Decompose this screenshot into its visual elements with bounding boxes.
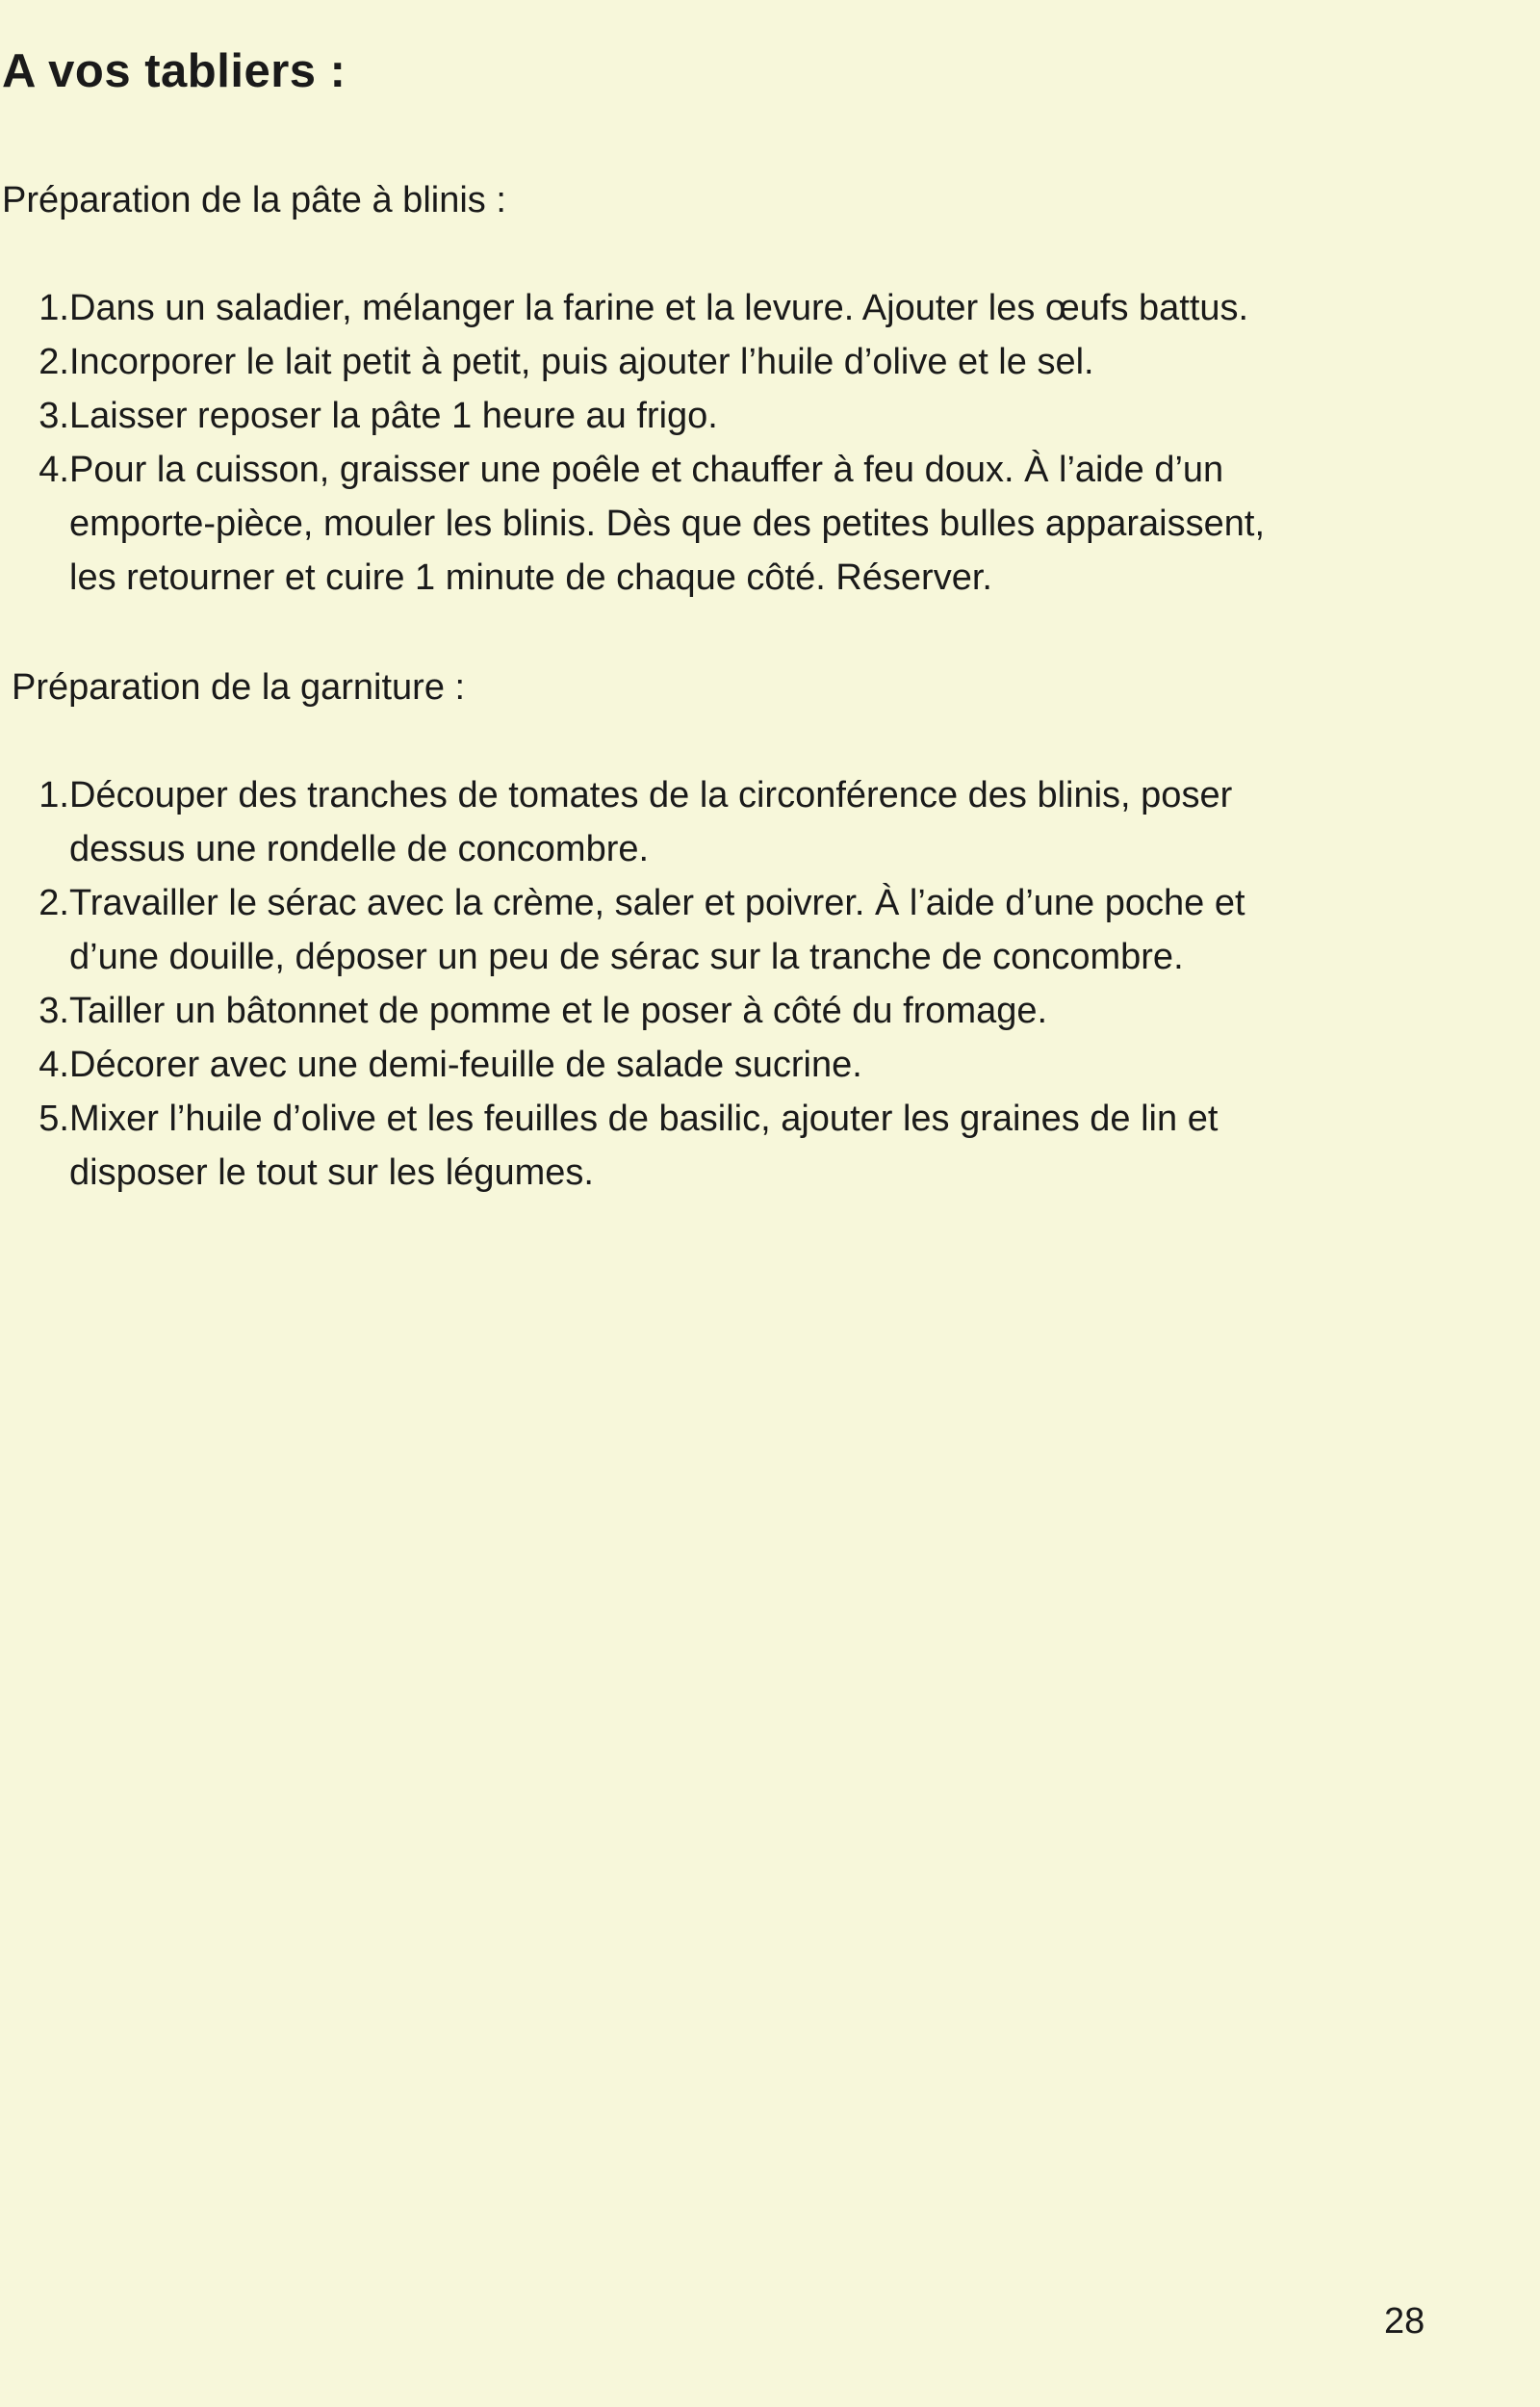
page-number: 28 (1384, 2301, 1425, 2342)
step-text: Mixer l’huile d’olive et les feuilles de basilic, ajouter les graines de lin et disposer le tout sur les légumes. (69, 1099, 1219, 1193)
step-number: 1. (38, 775, 69, 815)
list-item (0, 335, 1540, 389)
list-item (0, 1092, 1540, 1200)
step-text: Laisser reposer la pâte 1 heure au frigo. (69, 396, 718, 436)
steps-list-garnish (0, 768, 1540, 1200)
step-text: Décorer avec une demi-feuille de salade sucrine. (69, 1045, 862, 1085)
step-number: 3. (38, 396, 69, 436)
list-item (0, 389, 1540, 443)
step-text: Pour la cuisson, graisser une poêle et chauffer à feu doux. À l’aide d’un emporte-pièce, mouler les blinis. Dès que des petites bulles apparaissent, les retourner et cuire 1 minute de chaque côté. Réserver. (69, 450, 1265, 598)
list-item (0, 876, 1540, 984)
step-text: Travailler le sérac avec la crème, saler et poivrer. À l’aide d’une poche et d’une douille, déposer un peu de sérac sur la tranche de concombre. (69, 883, 1245, 977)
step-text: Découper des tranches de tomates de la circonférence des blinis, poser dessus une rondelle de concombre. (69, 775, 1233, 869)
step-number: 4. (38, 450, 69, 490)
section-heading-garnish: Préparation de la garniture : (12, 667, 466, 708)
step-text: Incorporer le lait petit à petit, puis ajouter l’huile d’olive et le sel. (69, 342, 1094, 382)
section-heading-blinis-dough: Préparation de la pâte à blinis : (2, 180, 506, 220)
step-number: 5. (38, 1099, 69, 1139)
steps-list-blinis-dough (0, 281, 1540, 605)
step-number: 4. (38, 1045, 69, 1085)
step-number: 2. (38, 342, 69, 382)
list-item (0, 984, 1540, 1038)
page-title: A vos tabliers : (2, 45, 346, 97)
list-item (0, 1038, 1540, 1092)
step-text: Tailler un bâtonnet de pomme et le poser à côté du fromage. (69, 991, 1048, 1031)
step-number: 1. (38, 288, 69, 328)
list-item (0, 768, 1540, 876)
list-item (0, 281, 1540, 335)
step-number: 3. (38, 991, 69, 1031)
step-number: 2. (38, 883, 69, 923)
list-item (0, 443, 1540, 605)
step-text: Dans un saladier, mélanger la farine et la levure. Ajouter les œufs battus. (69, 288, 1249, 328)
